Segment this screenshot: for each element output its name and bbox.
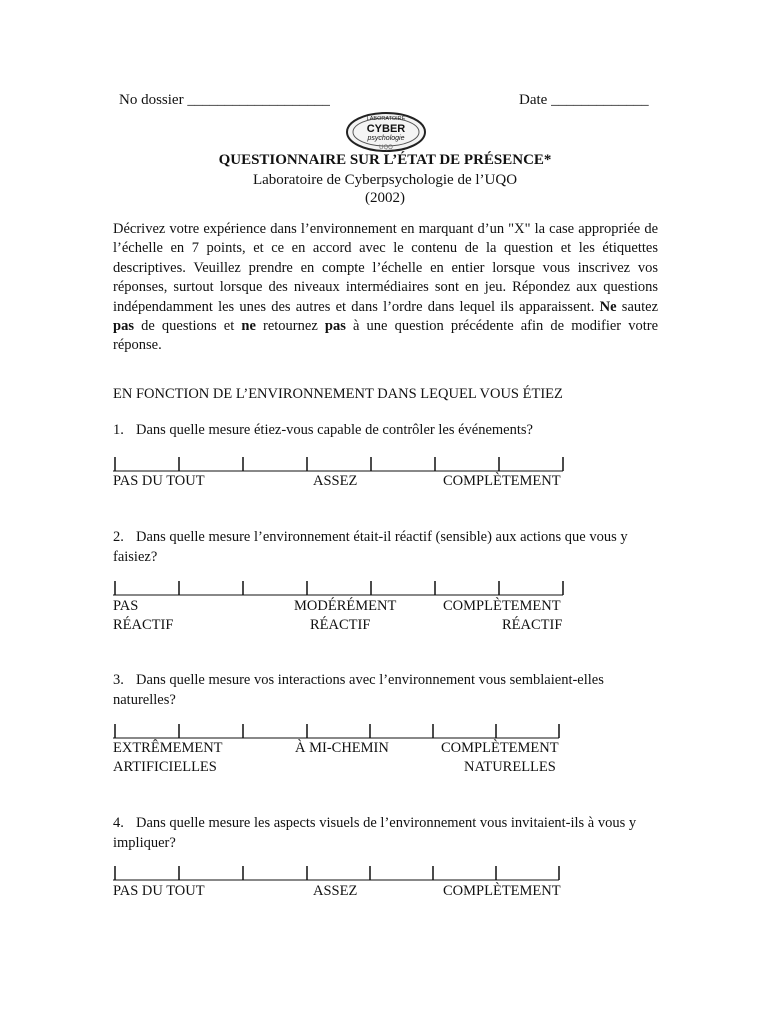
logo-bottom-text: UQO	[379, 145, 393, 151]
scale-1-mid-label: ASSEZ	[313, 473, 358, 489]
scale-4-left-label: PAS DU TOUT	[113, 883, 205, 899]
scale-2-right-label: COMPLÈTEMENT	[443, 598, 561, 614]
dossier-field: No dossier ___________________	[119, 92, 330, 108]
scale-3-left-label: EXTRÊMEMENT	[113, 740, 223, 756]
rating-scale-1[interactable]	[113, 457, 565, 473]
scale-2-left-label-line2: RÉACTIF	[113, 617, 174, 633]
question-4: 4. Dans quelle mesure les aspects visuels de l’environnement vous invitaient-ils à vous y impliquer?	[113, 815, 637, 851]
scale-3-right-label-line2: NATURELLES	[464, 759, 556, 775]
rating-scale-4[interactable]	[113, 866, 565, 882]
cyberpsychologie-logo	[345, 110, 427, 154]
scale-3-mid-label: À MI-CHEMIN	[295, 740, 389, 756]
scale-1-right-label: COMPLÈTEMENT	[443, 473, 561, 489]
scale-3-left-label-line2: ARTIFICIELLES	[113, 759, 217, 775]
question-1: 1. Dans quelle mesure étiez-vous capable de contrôler les événements?	[113, 422, 533, 438]
scale-4-mid-label: ASSEZ	[313, 883, 358, 899]
page-year: (2002)	[365, 190, 405, 206]
scale-1-left-label: PAS DU TOUT	[113, 473, 205, 489]
scale-2-right-label-line2: RÉACTIF	[502, 617, 563, 633]
logo-top-text: LABORATOIRE	[366, 116, 406, 122]
scale-2-mid-label: MODÉRÉMENT	[294, 598, 397, 614]
section-heading: EN FONCTION DE L’ENVIRONNEMENT DANS LEQUEL VOUS ÉTIEZ	[113, 386, 563, 402]
logo-main-text: CYBER	[366, 123, 406, 135]
rating-scale-3[interactable]	[113, 724, 565, 740]
scale-3-right-label: COMPLÈTEMENT	[441, 740, 559, 756]
scale-2-mid-label-line2: RÉACTIF	[310, 617, 371, 633]
logo-sub-text: psychologie	[367, 135, 405, 142]
page-subtitle: Laboratoire de Cyberpsychologie de l’UQO	[252, 172, 518, 188]
date-field: Date _____________	[519, 92, 649, 108]
question-2: 2. Dans quelle mesure l’environnement était-il réactif (sensible) aux actions que vous y faisiez?	[113, 529, 628, 565]
scale-2-left-label: PAS	[113, 598, 139, 614]
question-3: 3. Dans quelle mesure vos interactions avec l’environnement vous semblaient-elles naturelles?	[113, 672, 604, 708]
page-title: QUESTIONNAIRE SUR L’ÉTAT DE PRÉSENCE*	[218, 152, 552, 168]
instructions-paragraph: Décrivez votre expérience dans l’environnement en marquant d’un "X" la case appropriée de l’échelle en 7 points, et ce en accord avec le contenu de la question et les étiquettes descriptives. Veuillez prendre en compte l’échelle en entier lorsque vous inscrivez vos réponses, surtout lorsque des niveaux intermédiaires sont en jeu. Répondez aux questions indépendamment les unes des autres et dans l’ordre dans lequel ils apparaissent. Ne sautez pas de questions et ne retournez pas à une question précédente afin de modifier votre réponse.	[113, 221, 659, 354]
scale-4-right-label: COMPLÈTEMENT	[443, 883, 561, 899]
rating-scale-2[interactable]	[113, 581, 565, 597]
